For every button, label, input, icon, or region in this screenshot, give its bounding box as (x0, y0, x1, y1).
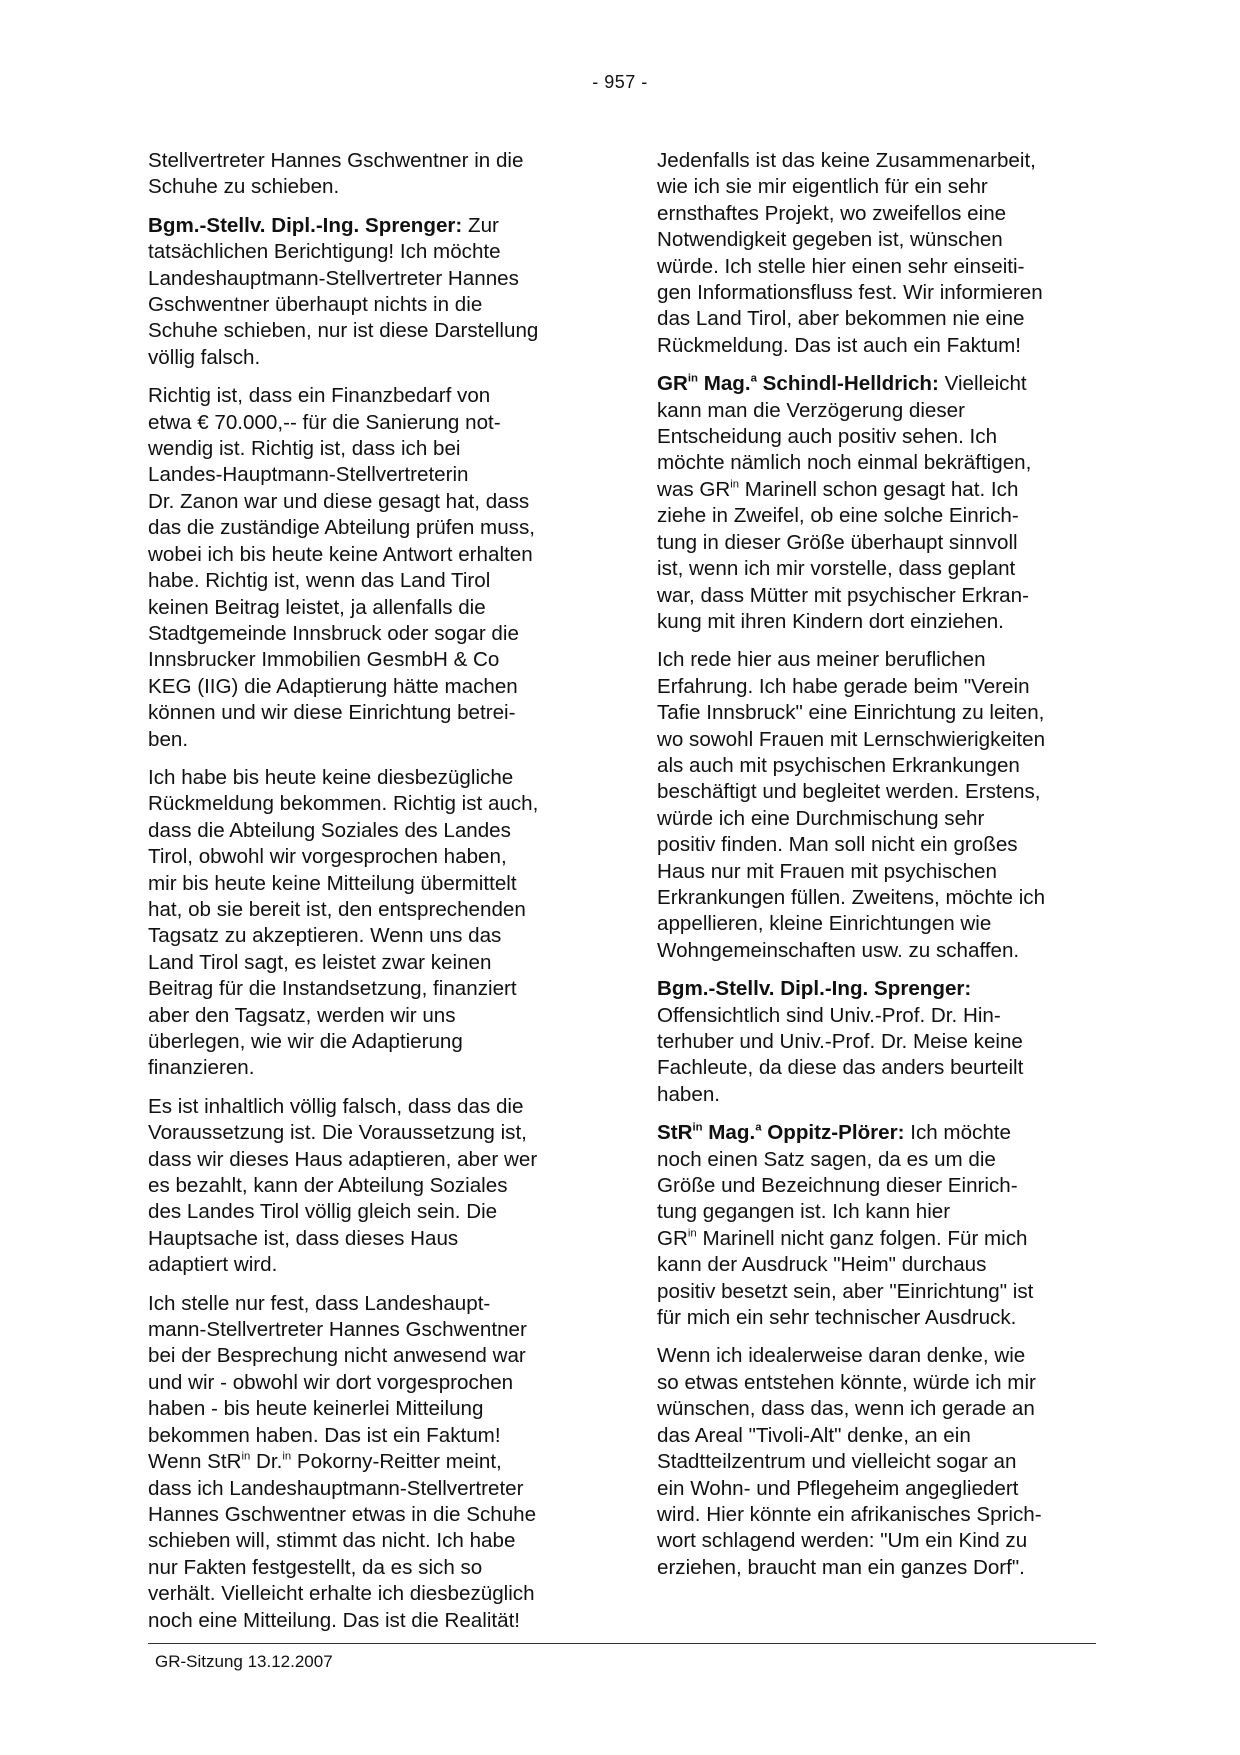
paragraph-text: Pokorny-Reitter meint, dass ich Landeshauptmann-Stellvertreter Hannes Gschwentner etwas in die Schuhe schieben will, stimmt das nicht. Ich habe nur Fakten festgestellt, da es sich so verhält. Vielleicht erhalte ich diesbezüglich noch eine Mitteilung. Das ist die Realität! (148, 1450, 537, 1632)
paragraph (657, 148, 1102, 359)
speaker-name: Bgm.-Stellv. Dipl.-Ing. Sprenger: (148, 213, 463, 237)
paragraph-text: Es ist inhaltlich völlig falsch, dass das die Voraussetzung ist. Die Voraussetzung ist, dass wir dieses Haus adaptieren, aber wer es bezahlt, kann der Abteilung Soziales des Landes Tirol völlig gleich sein. Die Hauptsache ist, dass dieses Haus adaptiert wird. (148, 1094, 538, 1277)
superscript: in (687, 1227, 697, 1240)
left-column (148, 148, 588, 1634)
speech-paragraph (148, 213, 588, 371)
superscript: in (687, 372, 698, 385)
speaker-name (657, 372, 939, 395)
speech-text: Offensichtlich sind Univ.-Prof. Dr. Hin- terhuber und Univ.-Prof. Dr. Meise keine Fachleute, da diese das anders beurteilt haben. (657, 1003, 1024, 1106)
paragraph-text: Jedenfalls ist das keine Zusammenarbeit, wie ich sie mir eigentlich für ein sehr ernsthaftes Projekt, wo zweifellos eine Notwendigkeit gegeben ist, wünschen würde. Ich stelle hier einen sehr einseiti- gen Informationsfluss fest. Wir informieren das Land Tirol, aber bekommen nie eine Rückmeldung. Das ist auch ein Faktum! (657, 149, 1043, 357)
paragraph (657, 1343, 1102, 1581)
paragraph (657, 647, 1102, 964)
paragraph-text: Wenn ich idealerweise daran denke, wie so etwas entstehen könnte, würde ich mir wünschen, dass das, wenn ich gerade an das Areal "Tivoli-Alt" denke, an ein Stadtteilzentrum und vielleicht sogar an ein Wohn- und Pflegeheim angegliedert wird. Hier könnte ein afrikanisches Sprich- wort schlagend werden: "Um ein Kind zu erziehen, braucht man ein ganzes Dorf". (657, 1344, 1042, 1579)
speaker-surname: Schindl-Helldrich: (756, 372, 939, 396)
speech-paragraph (657, 1120, 1102, 1331)
speech-paragraph (657, 976, 1102, 1108)
page-number: - 957 - (592, 72, 648, 92)
superscript: in (692, 1121, 703, 1134)
speaker-surname: Oppitz-Plörer: (761, 1121, 905, 1145)
paragraph-text: Richtig ist, dass ein Finanzbedarf von etwa € 70.000,-- für die Sanierung not- wendig ist. Richtig ist, dass ich bei Landes-Hauptmann-Stellvertreterin Dr. Zanon war und diese gesagt hat, dass das die zuständige Abteilung prüfen muss, wobei ich bis heute keine Antwort erhalten habe. Richtig ist, wenn das Land Tirol keinen Beitrag leistet, ja allenfalls die Stadtgemeinde Innsbruck oder sogar die Innsbrucker Immobilien GesmbH & Co KEG (IIG) die Adaptierung hätte machen können und wir diese Einrichtung betrei- ben. (148, 384, 535, 751)
speaker-title: Mag. (697, 372, 751, 396)
paragraph (148, 1291, 588, 1634)
speaker-name: Bgm.-Stellv. Dipl.-Ing. Sprenger: (657, 977, 972, 1001)
paragraph-text: Ich rede hier aus meiner beruflichen Erfahrung. Ich habe gerade beim "Verein Tafie Innsbruck" eine Einrichtung zu leiten, wo sowohl Frauen mit Lernschwierigkeiten als auch mit psychischen Erkrankungen beschäftigt und begleitet werden. Erstens, würde ich eine Durchmischung sehr positiv finden. Man soll nicht ein großes Haus nur mit Frauen mit psychischen Erkrankungen füllen. Zweitens, möchte ich appellieren, kleine Einrichtungen wie Wohngemeinschaften usw. zu schaffen. (657, 648, 1046, 962)
footer-divider (148, 1643, 1096, 1644)
paragraph-text: Dr. (250, 1450, 283, 1474)
speaker-title: GR (657, 372, 688, 396)
paragraph-text: Ich stelle nur fest, dass Landeshaupt- mann-Stellvertreter Hannes Gschwentner bei der Besprechung nicht anwesend war und wir - obwohl wir dort vorgesprochen haben - bis heute keinerlei Mitteilung bekommen haben. Das ist ein Faktum! (148, 1291, 527, 1447)
paragraph-text: Wenn StR (148, 1450, 242, 1474)
superscript: in (241, 1450, 251, 1463)
right-column (657, 148, 1102, 1593)
speech-text: Marinell schon gesagt hat. Ich ziehe in Zweifel, ob eine solche Einrich- tung in dieser Größe überhaupt sinnvoll ist, wenn ich mir vorstelle, dass geplant war, dass Mütter mit psychischer Erkran- kung mit ihren Kindern dort einziehen. (657, 477, 1029, 633)
paragraph (148, 148, 588, 201)
superscript: in (730, 478, 740, 491)
speech-text: Ich möchte noch einen Satz sagen, da es um die Größe und Bezeichnung dieser Einrich- tung gegangen ist. Ich kann hier GR (657, 1121, 1018, 1250)
speech-paragraph (657, 371, 1102, 635)
speaker-title: StR (657, 1121, 693, 1145)
speech-text: Zur tatsächlichen Berichtigung! Ich möchte Landeshauptmann-Stellvertreter Hannes Gschwentner überhaupt nichts in die Schuhe schieben, nur ist diese Darstellung völlig falsch. (148, 213, 539, 369)
speech-text: Vielleicht kann man die Verzögerung dieser Entscheidung auch positiv sehen. Ich möchte nämlich noch einmal bekräftigen, was GR (657, 372, 1032, 501)
superscript: a (755, 1121, 762, 1134)
paragraph (148, 383, 588, 753)
paragraph-text: Stellvertreter Hannes Gschwentner in die Schuhe zu schieben. (148, 149, 524, 199)
speaker-name (657, 1121, 905, 1144)
superscript: in (282, 1450, 292, 1463)
paragraph (148, 765, 588, 1082)
speech-text: Marinell nicht ganz folgen. Für mich kann der Ausdruck "Heim" durchaus positiv besetzt sein, aber "Einrichtung" ist für mich ein sehr technischer Ausdruck. (657, 1226, 1034, 1330)
paragraph-text: Ich habe bis heute keine diesbezügliche Rückmeldung bekommen. Richtig ist auch, dass die Abteilung Soziales des Landes Tirol, obwohl wir vorgesprochen haben, mir bis heute keine Mitteilung übermittelt hat, ob sie bereit ist, den entsprechenden Tagsatz zu akzeptieren. Wenn uns das Land Tirol sagt, es leistet zwar keinen Beitrag für die Instandsetzung, finanziert aber den Tagsatz, werden wir uns überlegen, wie wir die Adaptierung finanzieren. (148, 765, 539, 1080)
footer-session-date: GR-Sitzung 13.12.2007 (155, 1652, 333, 1671)
superscript: a (750, 372, 757, 385)
speaker-title: Mag. (702, 1121, 756, 1145)
paragraph (148, 1094, 588, 1279)
